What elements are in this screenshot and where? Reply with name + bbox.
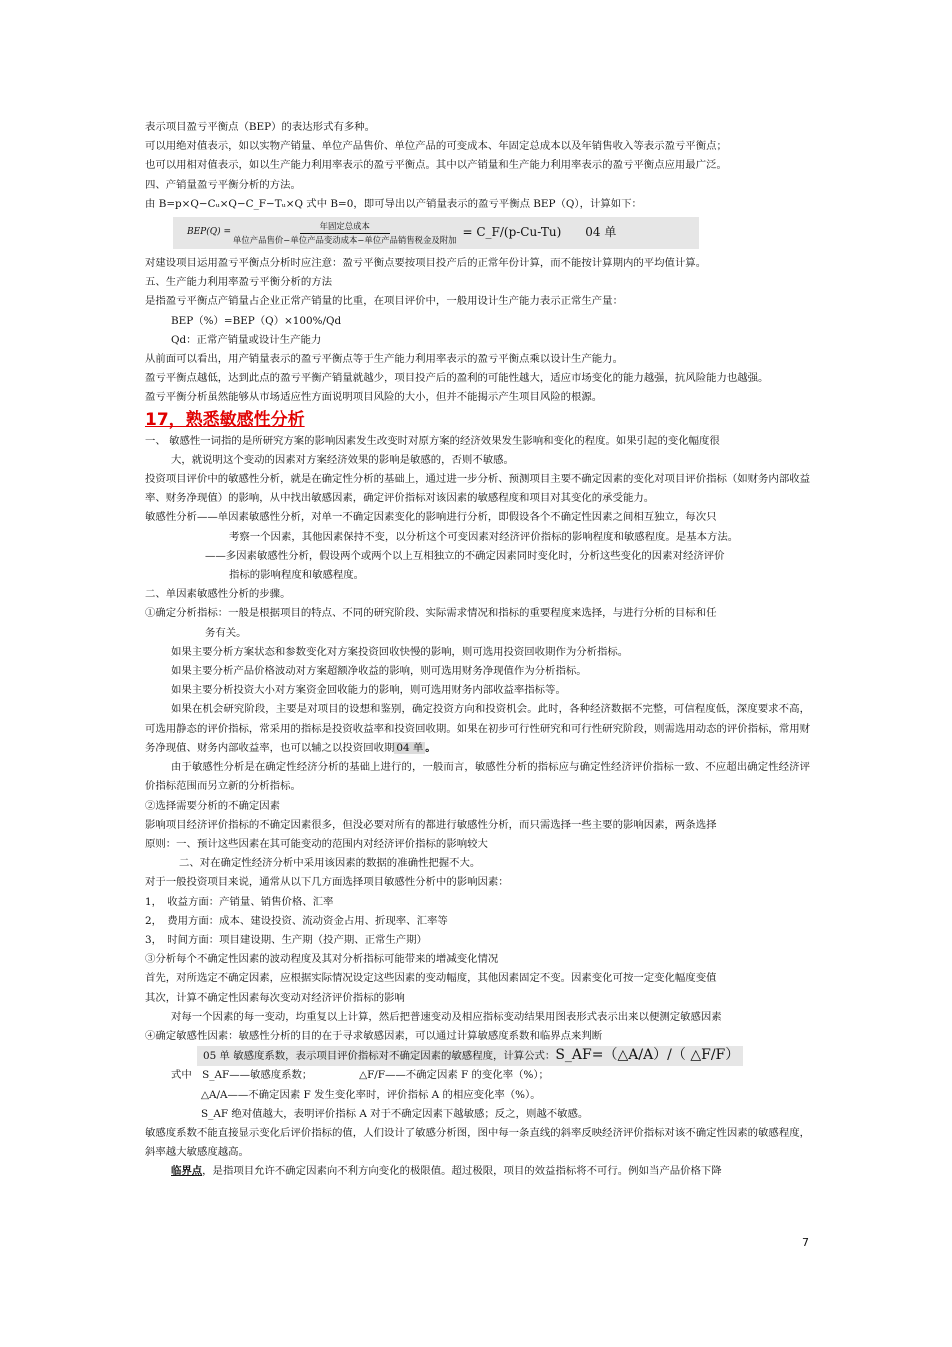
section-heading-5: 五、生产能力利用率盈亏平衡分析的方法 bbox=[145, 276, 333, 289]
text-line: 如果主要分析产品价格波动对方案超额净收益的影响，则可选用财务净现值作为分析指标。 bbox=[171, 665, 587, 678]
text-line: 表示项目盈亏平衡点（BEP）的表达形式有多种。 bbox=[145, 121, 376, 133]
text-paragraph bbox=[145, 700, 810, 758]
text-line: 指标的影响程度和敏感程度。 bbox=[229, 569, 365, 582]
text-line: 二、对在确定性经济分析中采用该因素的数据的准确性把握不大。 bbox=[179, 857, 481, 870]
text-paragraph: 盈亏平衡点越低，达到此点的盈亏平衡产销量就越少，项目投产后的盈利的可能性越大，适应市场变化的能力越强，抗风险能力也越强。 bbox=[145, 372, 769, 385]
text-line: 对于一般投资项目来说，通常从以下几方面选择项目敏感性分析中的影响因素： bbox=[145, 876, 509, 889]
sensitivity-formula: S_AF=（△A/A）/（ △F/F） bbox=[555, 1047, 740, 1064]
text-line: 敏感性分析——单因素敏感性分析，对单一不确定因素变化的影响进行分析，即假设各个不确定性因素之间相互独立，每次只 bbox=[145, 511, 717, 524]
text-paragraph: 由于敏感性分析是在确定性经济分析的基础上进行的，一般而言，敏感性分析的指标应与确定性经济评价指标一致、不应超出确定性经济评价指标范围而另立新的分析指标。 bbox=[145, 761, 810, 793]
text-line: 考察一个因素，其他因素保持不变，以分析这个可变因素对经济评价指标的影响程度和敏感程度。是基本方法。 bbox=[229, 530, 739, 543]
text-line: ②选择需要分析的不确定因素 bbox=[145, 799, 281, 812]
text-line: △A/A——不确定因素 F 发生变化率时，评价指标 A 的相应变化率（%）。 bbox=[201, 1088, 541, 1101]
text-line: 由 B=p×Q−Cᵤ×Q−C_F−Tᵤ×Q 式中 B=0，即可导出以产销量表示的盈亏平衡点 BEP（Q），计算如下： bbox=[145, 197, 642, 210]
section-title-17: 17，熟悉敏感性分析 bbox=[145, 409, 305, 430]
formula-line: BEP（%）=BEP（Q）×100%/Qd bbox=[171, 314, 342, 327]
text-line: 如果主要分析方案状态和参数变化对方案投资回收快慢的影响，则可选用投资回收期作为分析指标。 bbox=[171, 645, 629, 658]
section-heading-2: 二、单因素敏感性分析的步骤。 bbox=[145, 588, 291, 601]
sensitivity-formula-line bbox=[145, 1046, 810, 1066]
text-line: 可以用绝对值表示，如以实物产销量、单位产品售价、单位产品的可变成本、年固定总成本以及年销售收入等表示盈亏平衡点； bbox=[145, 140, 727, 153]
text-line: ——多因素敏感性分析，假设两个或两个以上互相独立的不确定因素同时变化时，分析这些变化的因素对经济评价 bbox=[205, 549, 725, 562]
exam-tag-highlight: 04 单 bbox=[396, 741, 424, 754]
text-line: 大，就说明这个变动的因素对方案经济效果的影响是敏感的，否则不敏感。 bbox=[171, 453, 514, 466]
critical-point-text: ，是指项目允许不确定因素向不利方向变化的极限值。超过极限，项目的效益指标将不可行。例如当产品价格下降 bbox=[202, 1165, 722, 1178]
text-line: 式中 S_AF——敏感度系数； △F/F——不确定因素 F 的变化率（%）； bbox=[171, 1069, 549, 1082]
list-item: 3， 时间方面：项目建设期、生产期（投产期、正常生产期） bbox=[145, 933, 427, 946]
text-line: Qd：正常产销量或设计生产能力 bbox=[171, 333, 322, 346]
text-line: 影响项目经济评价指标的不确定因素很多，但没必要对所有的都进行敏感性分析，而只需选择一些主要的影响因素，两条选择 bbox=[145, 818, 717, 831]
text-line: 是指盈亏平衡点产销量占企业正常产销量的比重，在项目评价中，一般用设计生产能力表示正常生产量： bbox=[145, 295, 623, 308]
formula-tag: 04 单 bbox=[585, 225, 617, 240]
text-line: 其次，计算不确定性因素每次变动对经济评价指标的影响 bbox=[145, 991, 405, 1004]
list-item: 1， 收益方面：产销量、销售价格、汇率 bbox=[145, 895, 334, 908]
text-line: 盈亏平衡分析虽然能够从市场适应性方面说明项目风险的大小，但并不能揭示产生项目风险的根源。 bbox=[145, 391, 603, 404]
text-line: S_AF 绝对值越大，表明评价指标 A 对于不确定因素下越敏感；反之，则越不敏感。 bbox=[201, 1107, 589, 1120]
page-number: 7 bbox=[802, 1236, 809, 1249]
text-line: 首先，对所选定不确定因素，应根据实际情况设定这些因素的变动幅度，其他因素固定不变。因素变化可按一定变化幅度变值 bbox=[145, 972, 717, 985]
sensitivity-formula-text: 05 单 敏感度系数，表示项目评价指标对不确定因素的敏感程度，计算公式： bbox=[203, 1050, 556, 1063]
text-line: 对每一个因素的每一变动，均重复以上计算，然后把普速变动及相应指标变动结果用图表形式表示出来以便测定敏感因素 bbox=[171, 1010, 722, 1023]
paragraph-text: 如果在机会研究阶段，主要是对项目的设想和鉴别，确定投资方向和投资机会。此时，各种经济数据不完整，可信程度低，深度要求不高，可选用静态的评价指标，常采用的指标是投资收益率和投资回收期。如果在初步可行性研究和可行性研究阶段，则需选用动态的评价指标，常用财务净现值、财务内部收益率，也可以辅之以投资回收期 bbox=[145, 703, 810, 754]
text-line: ①确定分析指标：一般是根据项目的特点、不同的研究阶段、实际需求情况和指标的重要程度来选择，与进行分析的目标和任 bbox=[145, 607, 717, 620]
text-line: ④确定敏感性因素：敏感性分析的目的在于寻求敏感因素，可以通过计算敏感度系数和临界点来判断 bbox=[145, 1029, 603, 1042]
section-heading-4: 四、产销量盈亏平衡分析的方法。 bbox=[145, 178, 301, 191]
text-line bbox=[145, 1162, 810, 1181]
text-line: 从前面可以看出，用产销量表示的盈亏平衡点等于生产能力利用率表示的盈亏平衡点乘以设计生产能力。 bbox=[145, 353, 623, 366]
text-line: 对建设项目运用盈亏平衡点分析时应注意：盈亏平衡点要按项目投产后的正常年份计算，而不能按计算期内的平均值计算。 bbox=[145, 257, 707, 270]
text-line: 如果主要分析投资大小对方案资金回收能力的影响，则可选用财务内部收益率指标等。 bbox=[171, 684, 566, 697]
critical-point-term: 临界点 bbox=[171, 1165, 203, 1178]
text-line: 务有关。 bbox=[205, 626, 247, 639]
text-line: 也可以用相对值表示，如以生产能力利用率表示的盈亏平衡点。其中以产销量和生产能力利用率表示的盈亏平衡点应用最广泛。 bbox=[145, 159, 727, 172]
formula-fraction bbox=[233, 221, 456, 246]
text-paragraph: 敏感度系数不能直接显示变化后评价指标的值，人们设计了敏感分析图，图中每一条直线的斜率反映经济评价指标对该不确定性因素的敏感程度，斜率越大敏感度越高。 bbox=[145, 1126, 810, 1159]
formula-numerator: 年固定总成本 bbox=[300, 221, 390, 234]
text-line: 一、 敏感性一词指的是所研究方案的影响因素发生改变时对原方案的经济效果发生影响和变化的程度。如果引起的变化幅度很 bbox=[145, 434, 720, 447]
text-line: 原则：一、预计这些因素在其可能变动的范围内对经济评价指标的影响较大 bbox=[145, 837, 488, 850]
text-line: ③分析每个不确定性因素的波动程度及其对分析指标可能带来的增减变化情况 bbox=[145, 953, 499, 966]
formula-right-side: = C_F/(p-Cu-Tu) bbox=[462, 225, 562, 240]
page-content bbox=[145, 118, 810, 1182]
bep-formula-box bbox=[173, 217, 699, 249]
formula-label: BEP(Q) = bbox=[187, 227, 232, 238]
text-paragraph: 投资项目评价中的敏感性分析，就是在确定性分析的基础上，通过进一步分析、预测项目主要不确定因素的变化对项目评价指标（如财务内部收益率、财务净现值）的影响，从中找出敏感因素，确定评价指标对该因素的敏感程度和项目对其变化的承受能力。 bbox=[145, 473, 810, 505]
paragraph-end: 。 bbox=[425, 741, 436, 754]
list-item: 2， 费用方面：成本、建设投资、流动资金占用、折现率、汇率等 bbox=[145, 914, 448, 927]
formula-denominator: 单位产品售价−单位产品变动成本−单位产品销售税金及附加 bbox=[233, 234, 457, 245]
sensitivity-formula-box bbox=[197, 1046, 743, 1066]
